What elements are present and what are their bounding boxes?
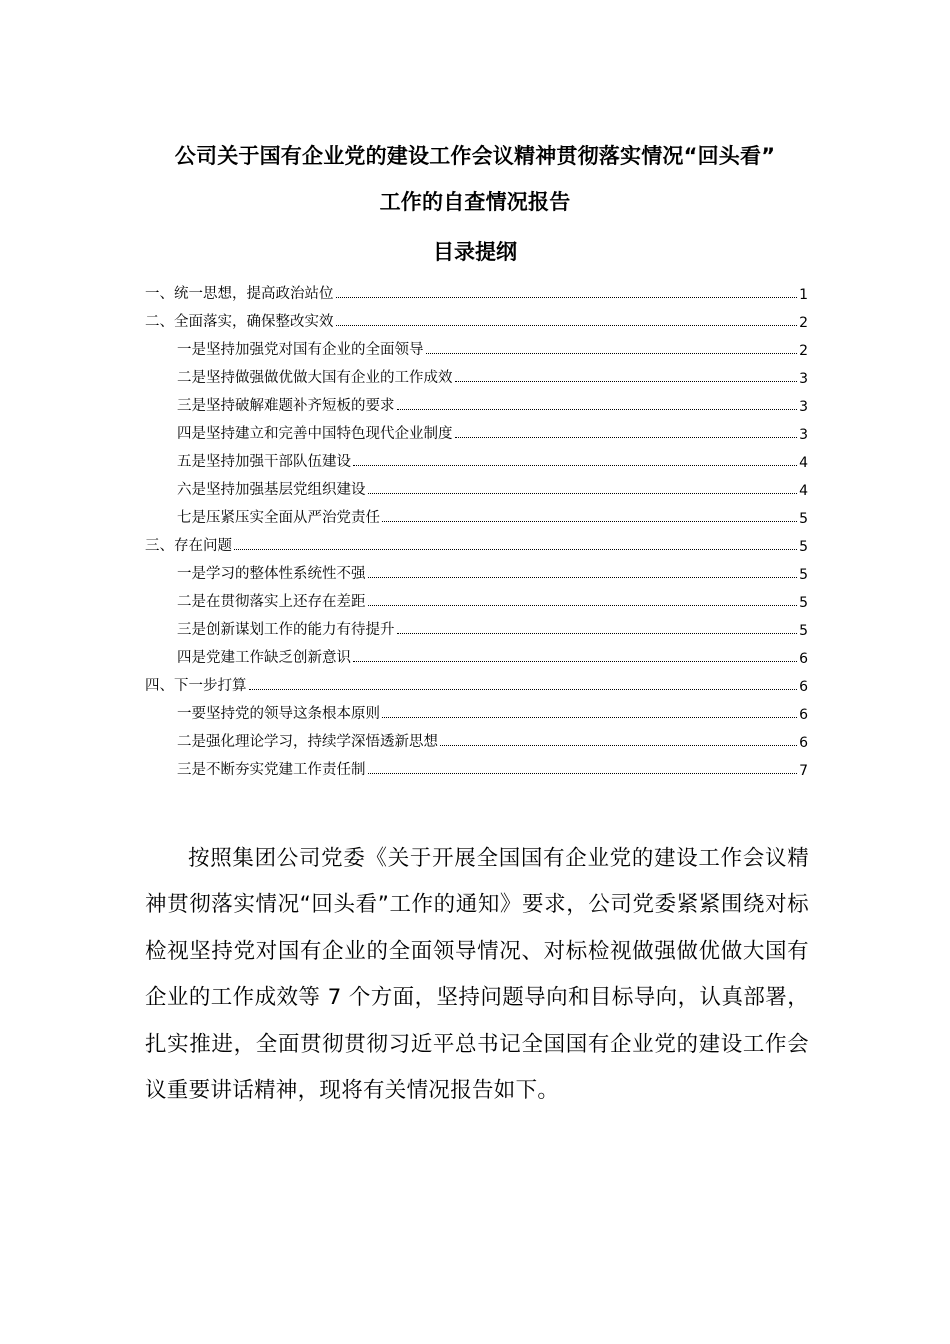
- toc-entry-page-number: 5: [799, 567, 808, 583]
- toc-entry-label: 二是在贯彻落实上还存在差距: [177, 594, 366, 610]
- toc-entry[interactable]: [145, 723, 808, 751]
- toc-entry-page-number: 6: [799, 679, 808, 695]
- toc-entry-page-number: 4: [799, 483, 808, 499]
- toc-entry-label: 二是坚持做强做优做大国有企业的工作成效: [177, 370, 453, 386]
- toc-dot-leader: [336, 297, 798, 298]
- toc-dot-leader: [382, 717, 797, 718]
- toc-entry-label: 一是坚持加强党对国有企业的全面领导: [177, 342, 424, 358]
- toc-entry[interactable]: [145, 639, 808, 667]
- toc-entry[interactable]: [145, 499, 808, 527]
- toc-entry[interactable]: [145, 331, 808, 359]
- table-of-contents: [145, 275, 808, 779]
- toc-entry[interactable]: [145, 415, 808, 443]
- toc-entry-page-number: 2: [799, 343, 808, 359]
- toc-entry[interactable]: [145, 555, 808, 583]
- toc-entry[interactable]: [145, 611, 808, 639]
- toc-dot-leader: [440, 745, 797, 746]
- toc-entry-label: 二、全面落实，确保整改实效: [145, 314, 334, 330]
- toc-entry-page-number: 3: [799, 371, 808, 387]
- toc-entry[interactable]: [145, 695, 808, 723]
- toc-entry-label: 三是创新谋划工作的能力有待提升: [177, 622, 395, 638]
- toc-entry-page-number: 5: [799, 595, 808, 611]
- toc-entry-label: 三、存在问题: [145, 538, 232, 554]
- toc-entry-label: 四是党建工作缺乏创新意识: [177, 650, 351, 666]
- toc-entry[interactable]: [145, 471, 808, 499]
- toc-entry-label: 六是坚持加强基层党组织建设: [177, 482, 366, 498]
- toc-entry-page-number: 6: [799, 651, 808, 667]
- toc-entry[interactable]: [145, 303, 808, 331]
- toc-dot-leader: [234, 549, 797, 550]
- toc-entry-page-number: 5: [799, 511, 808, 527]
- toc-entry-label: 五是坚持加强干部队伍建设: [177, 454, 351, 470]
- report-title-line-1: 公司关于国有企业党的建设工作会议精神贯彻落实情况“回头看”: [174, 144, 776, 168]
- body-paragraph: 按照集团公司党委《关于开展全国国有企业党的建设工作会议精神贯彻落实情况“回头看”工作的通知》要求，公司党委紧紧围绕对标检视坚持党对国有企业的全面领导情况、对标检视做强做优做大国有企业的工作成效等 7 个方面，坚持问题导向和目标导向，认真部署，扎实推进，全面贯彻贯彻习近平总书记全国国有企业党的建设工作会议重要讲话精神，现将有关情况报告如下。: [145, 846, 809, 1104]
- toc-dot-leader: [455, 381, 798, 382]
- toc-dot-leader: [368, 493, 798, 494]
- toc-entry-page-number: 3: [799, 399, 808, 415]
- toc-entry[interactable]: [145, 359, 808, 387]
- toc-heading: 目录提纲: [433, 240, 517, 264]
- toc-dot-leader: [368, 577, 798, 578]
- toc-entry-page-number: 2: [799, 315, 808, 331]
- toc-entry[interactable]: [145, 443, 808, 471]
- toc-entry-page-number: 6: [799, 735, 808, 751]
- toc-entry-label: 一、统一思想，提高政治站位: [145, 286, 334, 302]
- toc-dot-leader: [368, 773, 798, 774]
- toc-dot-leader: [368, 605, 798, 606]
- toc-dot-leader: [397, 409, 798, 410]
- toc-entry-page-number: 5: [799, 539, 808, 555]
- toc-entry[interactable]: [145, 751, 808, 779]
- toc-dot-leader: [353, 661, 797, 662]
- toc-dot-leader: [397, 633, 798, 634]
- toc-entry-label: 七是压紧压实全面从严治党责任: [177, 510, 380, 526]
- toc-entry-label: 三是不断夯实党建工作责任制: [177, 762, 366, 778]
- toc-entry-label: 四是坚持建立和完善中国特色现代企业制度: [177, 426, 453, 442]
- toc-entry[interactable]: [145, 583, 808, 611]
- toc-dot-leader: [455, 437, 798, 438]
- toc-dot-leader: [353, 465, 797, 466]
- toc-dot-leader: [249, 689, 798, 690]
- toc-entry[interactable]: [145, 527, 808, 555]
- toc-entry-label: 一要坚持党的领导这条根本原则: [177, 706, 380, 722]
- toc-entry-page-number: 7: [799, 763, 808, 779]
- toc-dot-leader: [426, 353, 798, 354]
- toc-dot-leader: [336, 325, 798, 326]
- toc-entry-page-number: 4: [799, 455, 808, 471]
- toc-entry[interactable]: [145, 275, 808, 303]
- toc-entry[interactable]: [145, 667, 808, 695]
- toc-entry-page-number: 1: [799, 287, 808, 303]
- report-title-line-2: 工作的自查情况报告: [379, 190, 571, 214]
- toc-entry[interactable]: [145, 387, 808, 415]
- toc-entry-page-number: 6: [799, 707, 808, 723]
- toc-entry-label: 三是坚持破解难题补齐短板的要求: [177, 398, 395, 414]
- toc-dot-leader: [382, 521, 797, 522]
- toc-entry-label: 二是强化理论学习，持续学深悟透新思想: [177, 734, 438, 750]
- toc-entry-label: 一是学习的整体性系统性不强: [177, 566, 366, 582]
- toc-entry-page-number: 3: [799, 427, 808, 443]
- toc-entry-page-number: 5: [799, 623, 808, 639]
- toc-entry-label: 四、下一步打算: [145, 678, 247, 694]
